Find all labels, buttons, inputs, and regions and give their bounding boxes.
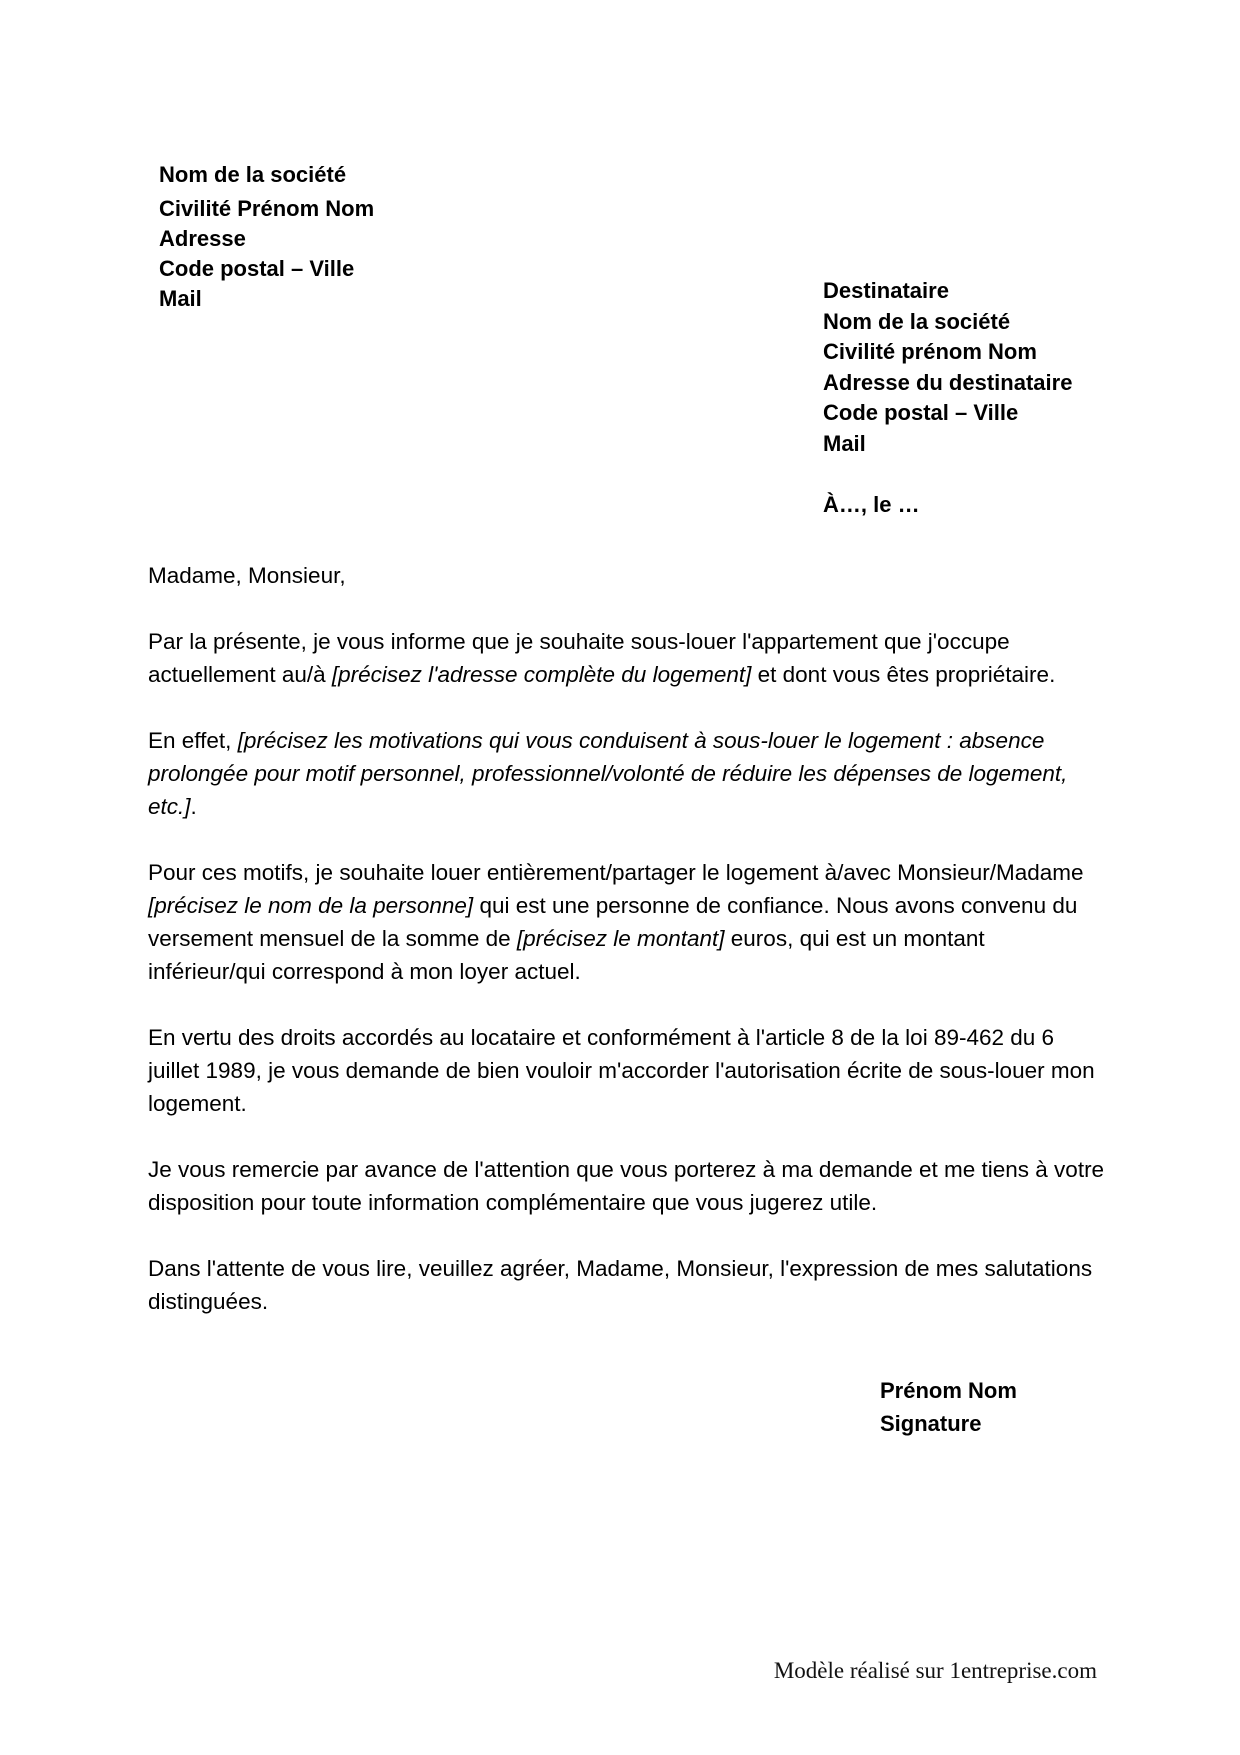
- paragraph-closing: Dans l'attente de vous lire, veuillez agréer, Madame, Monsieur, l'expression de mes salutations distinguées.: [148, 1256, 1093, 1314]
- signature-name: Prénom Nom: [880, 1378, 1017, 1403]
- place-date-line: À…, le …: [823, 492, 920, 517]
- paragraph-terms-text: Pour ces motifs, je souhaite louer entièrement/partager le logement à/avec Monsieur/Madame: [148, 860, 1084, 885]
- sender-name: Civilité Prénom Nom: [159, 196, 375, 221]
- salutation: Madame, Monsieur,: [148, 563, 346, 588]
- paragraph-motivation-text: En effet,: [148, 728, 238, 753]
- recipient-address-block: [823, 276, 1072, 459]
- paragraph-intent-text: Par la présente, je vous informe que je souhaite sous-louer l'appartement que j'occupe actuellement au/à: [148, 629, 1010, 687]
- signature-label: Signature: [880, 1411, 982, 1436]
- paragraph-terms: [148, 856, 1108, 988]
- paragraph-motivation-text-end: .: [190, 794, 197, 819]
- sender-address-block: [159, 160, 374, 314]
- recipient-address: Adresse du destinataire: [823, 369, 1073, 395]
- recipient-company: Nom de la société: [823, 308, 1011, 334]
- placeholder-motivation: [précisez les motivations qui vous conduisent à sous-louer le logement : absence prolongée pour motif personnel, professionnel/volonté de réduire les dépenses de logement, etc.]: [148, 728, 1068, 819]
- placeholder-person-name: [précisez le nom de la personne]: [148, 893, 474, 918]
- sender-address: Adresse: [159, 226, 246, 251]
- recipient-heading: Destinataire: [823, 278, 949, 303]
- placeholder-address: [précisez l'adresse complète du logement]: [331, 662, 752, 687]
- paragraph-intent: [148, 625, 1108, 691]
- paragraph-terms-text-middle: qui est une personne de confiance. Nous avons convenu du versement mensuel de la somme de: [148, 893, 1078, 951]
- paragraph-terms-text-end: euros, qui est un montant inférieur/qui correspond à mon loyer actuel.: [148, 926, 985, 984]
- recipient-postal-city: Code postal – Ville: [823, 400, 1019, 425]
- paragraph-legal-request: En vertu des droits accordés au locataire et conformément à l'article 8 de la loi 89-462 du 6 juillet 1989, je vous demande de bien vouloir m'accorder l'autorisation écrite de sous-louer mon logement.: [148, 1025, 1095, 1116]
- recipient-mail: Mail: [823, 430, 866, 456]
- sender-company: Nom de la société: [159, 162, 347, 187]
- paragraph-intent-text-end: et dont vous êtes propriétaire.: [751, 662, 1056, 687]
- placeholder-amount: [précisez le montant]: [516, 926, 725, 951]
- letter-body: [148, 559, 1108, 1351]
- paragraph-motivation: [148, 724, 1108, 823]
- footer-credit: Modèle réalisé sur 1entreprise.com: [773, 1658, 1097, 1683]
- sender-postal-city: Code postal – Ville: [159, 256, 355, 281]
- paragraph-thanks: Je vous remercie par avance de l'attention que vous porterez à ma demande et me tiens à votre disposition pour toute information complémentaire que vous jugerez utile.: [148, 1157, 1105, 1215]
- signature-block: [880, 1374, 1017, 1440]
- sender-mail: Mail: [159, 286, 202, 311]
- recipient-name: Civilité prénom Nom: [823, 339, 1037, 364]
